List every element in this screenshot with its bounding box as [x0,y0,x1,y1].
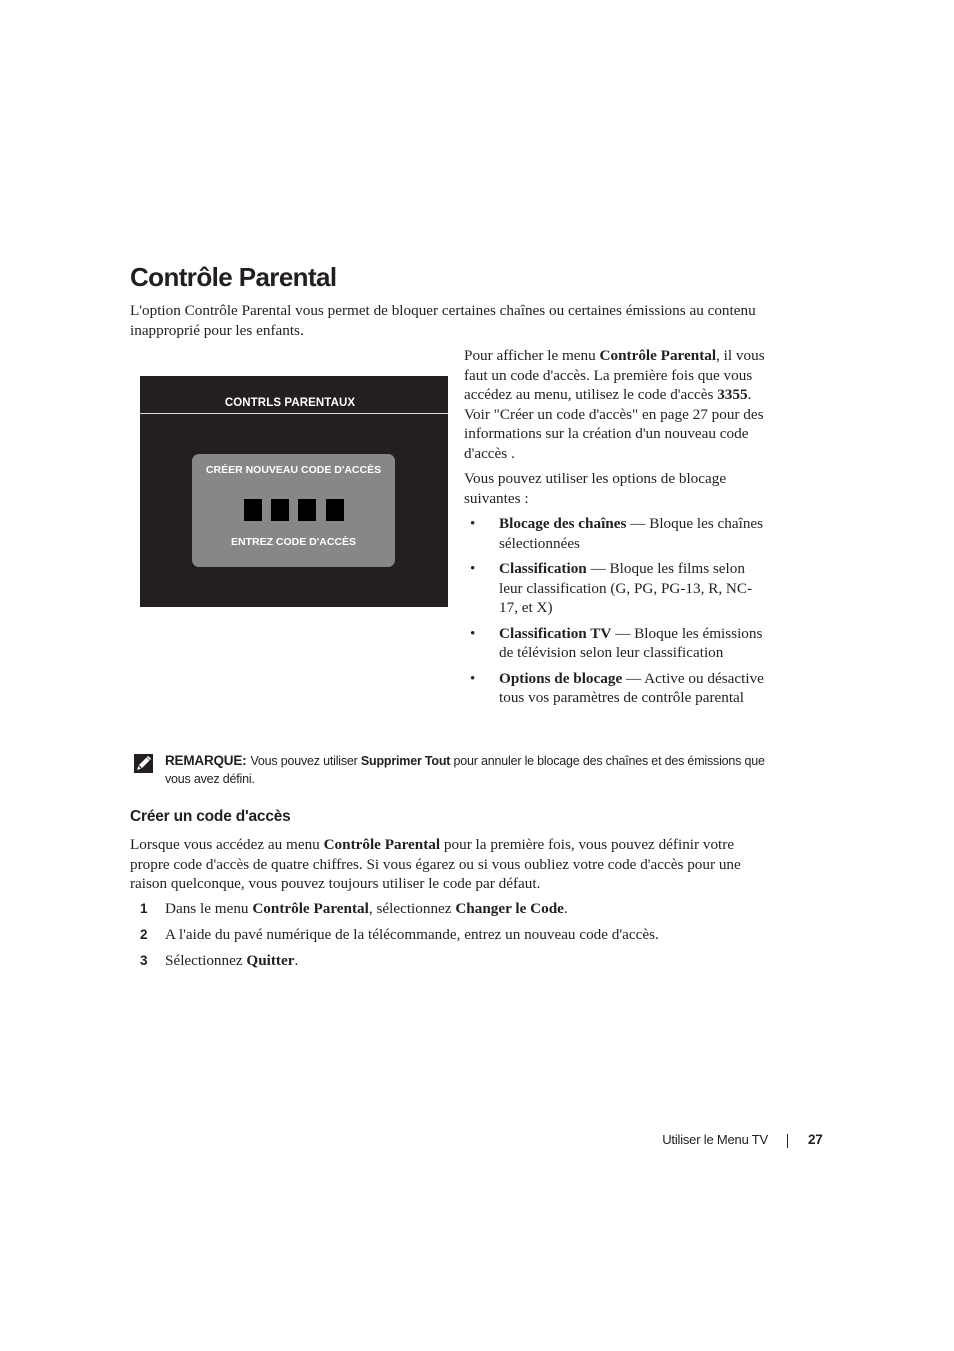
section-paragraph [130,835,770,894]
command-name: Supprimer Tout [360,754,451,768]
command-name: Changer le Code [455,900,564,917]
option-desc: — Bloque les émissions de télévision selon leur classification [499,624,763,661]
list-item [464,514,769,553]
access-code-dialog [192,454,395,567]
text-run: . Voir "Créer un code d'accès" en page 27 pour des informations sur la création d'un nouveau code d'accès . [464,386,764,462]
option-term: Classification [499,560,587,577]
step-text [165,951,770,971]
section-heading: Créer un code d'accès [130,808,291,825]
option-term: Classification TV [499,624,612,642]
bullet-icon: • [470,560,476,577]
code-digit-slot [298,499,316,521]
dialog-prompt: ENTREZ CODE D'ACCÈS [230,536,356,548]
intro-paragraph: L'option Contrôle Parental vous permet de bloquer certaines chaînes ou certaines émissions au contenu inapproprié pour les enfants. [130,302,756,339]
text-run: Lorsque vous accédez au menu [130,836,324,853]
step-number: 3 [140,953,148,968]
footer-section-title: Utiliser le Menu TV [662,1132,768,1147]
tv-title-divider [140,413,448,414]
command-name: Quitter [246,952,295,969]
step-number: 2 [140,927,148,942]
text-run: pour la première fois, vous pouvez définir votre propre code d'accès de quatre chiffres. Si vous égarez ou si vous oubliez votre code d'accès pour une raison quelconque, vous pouvez toujours utiliser le code par défaut. [130,836,741,892]
text-run: pour annuler le blocage des chaînes et des émissions que vous avez défini. [165,754,765,786]
step-text: A l'aide du pavé numérique de la télécommande, entrez un nouveau code d'accès. [165,926,659,943]
step-number: 1 [140,901,148,916]
tv-menu-title: CONTRLS PARENTAUX [224,397,356,409]
menu-name: Contrôle Parental [599,347,717,364]
list-item [464,669,769,708]
menu-name: Contrôle Parental [252,900,369,917]
text-run: . [294,952,299,969]
bullet-icon: • [470,624,476,642]
code-digit-slot [244,499,262,521]
note-text [165,752,775,788]
text-run: Vous pouvez utiliser [250,754,361,768]
code-digit-slot [271,499,289,521]
note-label: REMARQUE: [165,753,247,768]
default-code: 3355 [717,386,748,403]
option-term: Options de blocage [499,669,623,687]
list-item [464,624,769,663]
right-column [464,346,769,714]
text-run: . [563,900,568,917]
code-digit-slot [326,499,344,521]
list-item [464,559,769,618]
text-run: , il vous faut un code d'accès. La première fois que vous accédez au menu, utilisez le code d'accès [464,347,765,403]
page-number: 27 [808,1132,823,1147]
option-term: Blocage des chaînes [499,515,627,532]
menu-name: Contrôle Parental [323,836,441,853]
options-intro: Vous pouvez utiliser les options de blocage suivantes : [464,470,727,507]
footer-divider [787,1134,788,1148]
option-desc: — Bloque les chaînes sélectionnées [499,515,764,552]
access-code-paragraph [464,346,769,463]
option-desc: — Active ou désactive tous vos paramètres de contrôle parental [499,669,764,706]
page-title: Contrôle Parental [130,262,337,292]
tv-screen-illustration [140,376,448,607]
text-run: Sélectionnez [165,952,247,969]
text-run: Dans le menu [165,900,253,917]
step-text [165,899,770,919]
option-desc: — Bloque les films selon leur classification (G, PG, PG-13, R, NC-17, et X) [499,560,753,616]
pencil-note-icon [134,754,153,773]
bullet-icon: • [470,669,476,687]
bullet-icon: • [470,515,476,532]
dialog-title: CRÉER NOUVEAU CODE D'ACCÈS [205,464,382,476]
text-run: Pour afficher le menu [464,347,600,364]
text-run: , sélectionnez [368,900,456,917]
